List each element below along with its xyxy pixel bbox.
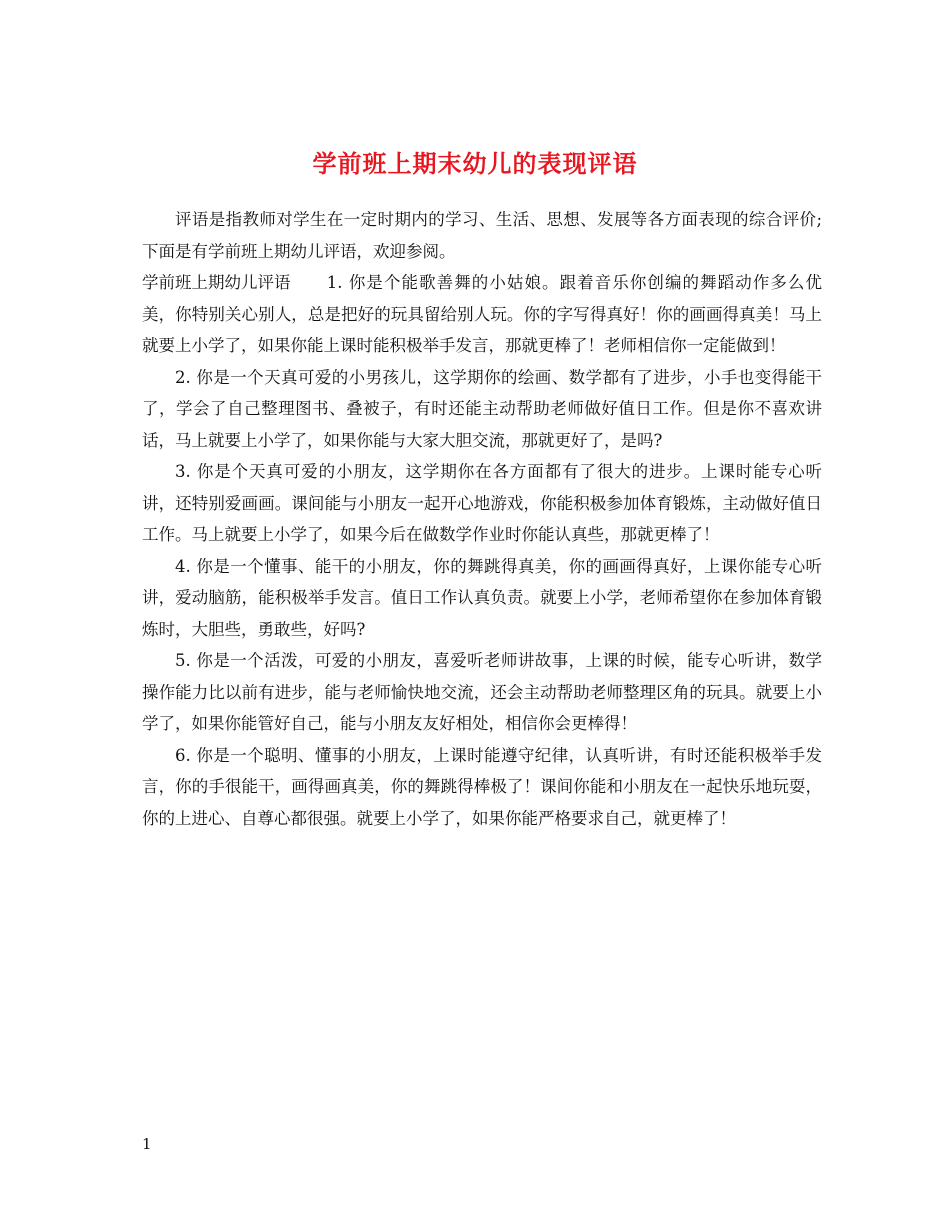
item-5-paragraph: 5. 你是一个活泼，可爱的小朋友，喜爱听老师讲故事，上课的时候，能专心听讲，数学操作能力比以前有进步，能与老师愉快地交流，还会主动帮助老师整理区角的玩具。就要上小学了，如果你能管好自己，能与小朋友友好相处，相信你会更棒得！: [142, 651, 822, 733]
page-number: 1: [142, 1135, 152, 1153]
item-4-paragraph: 4. 你是一个懂事、能干的小朋友，你的舞跳得真美，你的画画得真好，上课你能专心听讲，爱动脑筋，能积极举手发言。值日工作认真负责。就要上小学，老师希望你在参加体育锻炼时，大胆些，勇敢些，好吗?: [142, 556, 822, 639]
item-6-paragraph: 6. 你是一个聪明、懂事的小朋友，上课时能遵守纪律，认真听讲，有时还能积极举手发言，你的手很能干，画得画真美，你的舞跳得棒极了！课间你能和小朋友在一起快乐地玩耍，你的上进心、自尊心都很强。就要上小学了，如果你能严格要求自己，就更棒了！: [142, 745, 822, 828]
page-title: 学前班上期末幼儿的表现评语: [312, 149, 638, 179]
intro-paragraph: 评语是指教师对学生在一定时期内的学习、生活、思想、发展等各方面表现的综合评价;下面是有学前班上期幼儿评语，欢迎参阅。: [142, 210, 822, 261]
first-item-paragraph: [142, 267, 822, 362]
item-1-text: 1. 你是个能歌善舞的小姑娘。跟着音乐你创编的舞蹈动作多么优美，你特别关心别人，总是把好的玩具留给别人玩。你的字写得真好！你的画画得真美！马上就要上小学了，如果你能上课时能积极举手发言，那就更棒了！老师相信你一定能做到！: [142, 273, 822, 355]
item-2-paragraph: 2. 你是一个天真可爱的小男孩儿，这学期你的绘画、数学都有了进步，小手也变得能干了，学会了自己整理图书、叠被子，有时还能主动帮助老师做好值日工作。但是你不喜欢讲话，马上就要上小学了，如果你能与大家大胆交流，那就更好了，是吗?: [142, 367, 822, 450]
document-body: [142, 204, 822, 834]
section-heading: 学前班上期幼儿评语: [142, 273, 291, 292]
item-3-paragraph: 3. 你是个天真可爱的小朋友，这学期你在各方面都有了很大的进步。上课时能专心听讲，还特别爱画画。课间能与小朋友一起开心地游戏，你能积极参加体育锻炼，主动做好值日工作。马上就要上小学了，如果今后在做数学作业时你能认真些，那就更棒了！: [142, 462, 822, 544]
